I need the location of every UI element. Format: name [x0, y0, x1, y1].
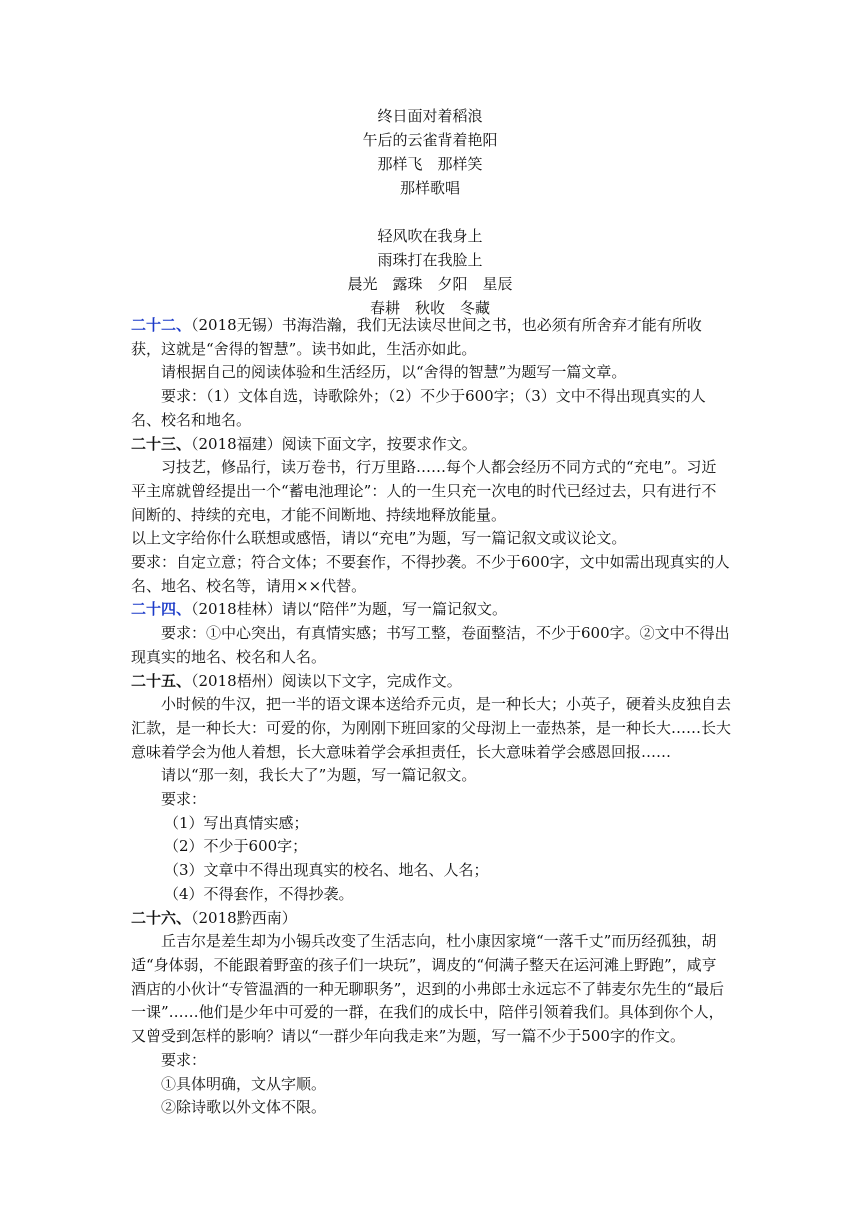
requirement-item: （2）不少于600字；	[164, 837, 308, 856]
paragraph: 丘吉尔是差生却为小锡兵改变了生活志向，杜小康因家境“一落千丈”而历经孤独，胡适“身体弱，不能跟着野蛮的孩子们一块玩”，调皮的“何满子整天在运河滩上野跑”，咸亨酒店的小伙计“专管温酒的一种无聊职务”，迟到的小弗郎士永远忘不了韩麦尔先生的“最后一课”……他们是少年中可爱的一群，在我们的成长中，陪伴引领着我们。具体到你个人，又曾受到怎样的影响？请以“一群少年向我走来”为题，写一篇不少于500字的作文。	[131, 932, 725, 1046]
requirement-item: （1）写出真情实感；	[164, 813, 309, 832]
requirements: 要求：①中心突出，有真情实感；书写工整，卷面整洁，不少于600字。②文中不得出现真实的地名、校名和人名。	[131, 624, 730, 666]
paragraph: 请以“那一刻，我长大了”为题，写一篇记叙文。	[161, 766, 477, 785]
poem-line: 那样歌唱	[399, 179, 460, 197]
paragraph: 习技艺，修品行，读万卷书，行万里路……每个人都会经历不同方式的“充电”。习近平主席就曾经提出一个“蓄电池理论”：人的一生只充一次电的时代已经过去，只有进行不间断的、持续的充电，才能不间断地、持续地释放能量。	[131, 458, 717, 524]
question-intro: （2018黔西南）	[191, 908, 297, 927]
poem-line: 午后的云雀背着艳阳	[362, 131, 498, 149]
question-24-heading	[131, 598, 731, 622]
question-number: 二十六、	[131, 908, 192, 927]
question-number: 二十三、	[131, 434, 192, 453]
poem	[0, 104, 860, 320]
poem-line: 晨光 露珠 夕阳 星辰	[347, 275, 513, 293]
poem-line: 轻风吹在我身上	[377, 227, 483, 245]
question-intro: （2018梧州）阅读以下文字，完成作文。	[191, 671, 462, 690]
stanza-break	[0, 200, 860, 224]
poem-line: 终日面对着稻浪	[377, 107, 483, 125]
question-number: 二十二、	[131, 316, 192, 334]
poem-line: 雨珠打在我脸上	[377, 251, 483, 269]
questions	[131, 314, 731, 1120]
requirement-item: ②除诗歌以外文体不限。	[161, 1098, 327, 1117]
question-25-heading	[131, 670, 731, 694]
question-23-heading	[131, 433, 731, 457]
question-intro: （2018桂林）请以“陪伴”为题，写一篇记叙文。	[191, 600, 508, 619]
paragraph: 以上文字给你什么联想或感悟，请以“充电”为题，写一篇记叙文或议论文。	[131, 529, 627, 548]
requirement-item: （4）不得套作，不得抄袭。	[164, 884, 354, 903]
requirements-label: 要求：	[161, 790, 207, 809]
requirement-item: ①具体明确，文从字顺。	[161, 1074, 327, 1093]
poem-line: 那样飞 那样笑	[377, 155, 483, 173]
question-number: 二十五、	[131, 671, 192, 690]
requirements-label: 要求：	[161, 1050, 207, 1069]
question-number: 二十四、	[131, 600, 192, 619]
requirements: 要求：自定立意；符合文体；不要套作，不得抄袭。不少于600字，文中如需出现真实的人名、地名、校名等，请用××代替。	[131, 553, 730, 595]
requirement-item: （3）文章中不得出现真实的校名、地名、人名；	[164, 861, 489, 880]
question-intro: （2018福建）阅读下面文字，按要求作文。	[191, 434, 477, 453]
question-22-heading	[131, 314, 731, 361]
paragraph: 小时候的牛汉，把一半的语文课本送给乔元贞，是一种长大；小英子，硬着头皮独自去汇款，是一种长大：可爱的你，为刚刚下班回家的父母沏上一壶热茶，是一种长大……长大意味着学会为他人着想，长大意味着学会承担责任，长大意味着学会感恩回报……	[131, 695, 732, 761]
question-26-heading	[131, 907, 731, 931]
requirements: 要求：（1）文体自选，诗歌除外；（2）不少于600字；（3）文中不得出现真实的人名、校名和地名。	[131, 387, 706, 429]
paragraph: 请根据自己的阅读体验和生活经历，以“舍得的智慧”为题写一篇文章。	[161, 363, 627, 382]
question-intro: （2018无锡）书海浩瀚，我们无法读尽世间之书，也必须有所舍弃才能有所收获，这就是“舍得的智慧”。读书如此，生活亦如此。	[131, 316, 702, 358]
poem-line: 春耕 秋收 冬藏	[369, 299, 490, 317]
